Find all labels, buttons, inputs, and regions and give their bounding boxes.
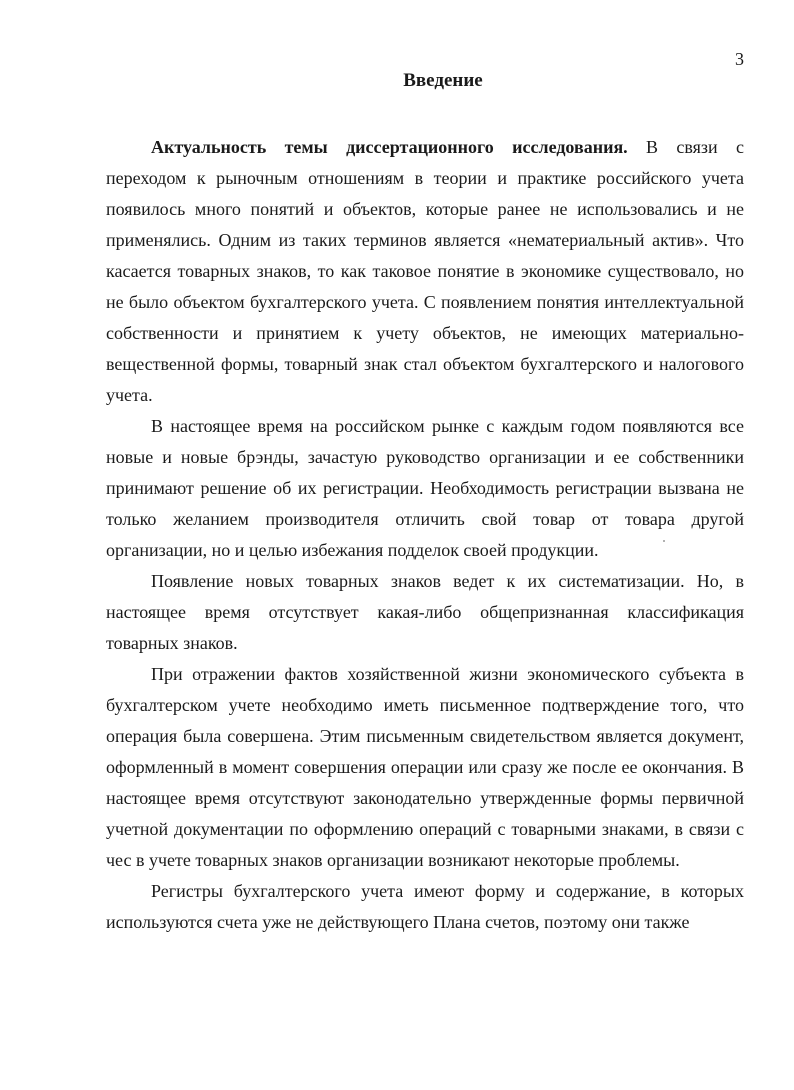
paragraph-lead: Актуальность темы диссертационного исследования. bbox=[151, 137, 628, 157]
section-title: Введение bbox=[403, 70, 483, 91]
paragraph-relevance bbox=[106, 132, 744, 411]
paragraph-classification: Появление новых товарных знаков ведет к их систематизации. Но, в настоящее время отсутствует какая-либо общепризнанная классификация товарных знаков. bbox=[106, 571, 744, 653]
body-text bbox=[106, 132, 744, 938]
paragraph-brands: В настоящее время на российском рынке с каждым годом появляются все новые и новые брэнды, зачастую руководство организации и ее собственники принимают решение об их регистрации. Необходимость регистрации вызвана не только желанием производителя отличить свой товар от товара другой организации, но и целью избежания подделок своей продукции. bbox=[106, 416, 744, 560]
paragraph-registers: Регистры бухгалтерского учета имеют форму и содержание, в которых используются счета уже не действующего Плана счетов, поэтому они также bbox=[106, 881, 744, 932]
scan-speck bbox=[663, 540, 665, 542]
paragraph-text: В связи с переходом к рыночным отношениям в теории и практике российского учета появилось много понятий и объектов, которые ранее не использовались и не применялись. Одним из таких терминов является «нематериальный актив». Что касается товарных знаков, то как таковое понятие в экономике существовало, но не было объектом бухгалтерского учета. С появлением понятия интеллектуальной собственности и принятием к учету объектов, не имеющих материально-вещественной формы, товарный знак стал объектом бухгалтерского и налогового учета. bbox=[106, 137, 744, 405]
page-number: 3 bbox=[735, 49, 744, 69]
paragraph-documentation: При отражении фактов хозяйственной жизни экономического субъекта в бухгалтерском учете необходимо иметь письменное подтверждение того, что операция была совершена. Этим письменным свидетельством является документ, оформленный в момент совершения операции или сразу же после ее окончания. В настоящее время отсутствуют законодательно утвержденные формы первичной учетной документации по оформлению операций с товарными знаками, в связи с чес в учете товарных знаков организации возникают некоторые проблемы. bbox=[106, 664, 744, 870]
